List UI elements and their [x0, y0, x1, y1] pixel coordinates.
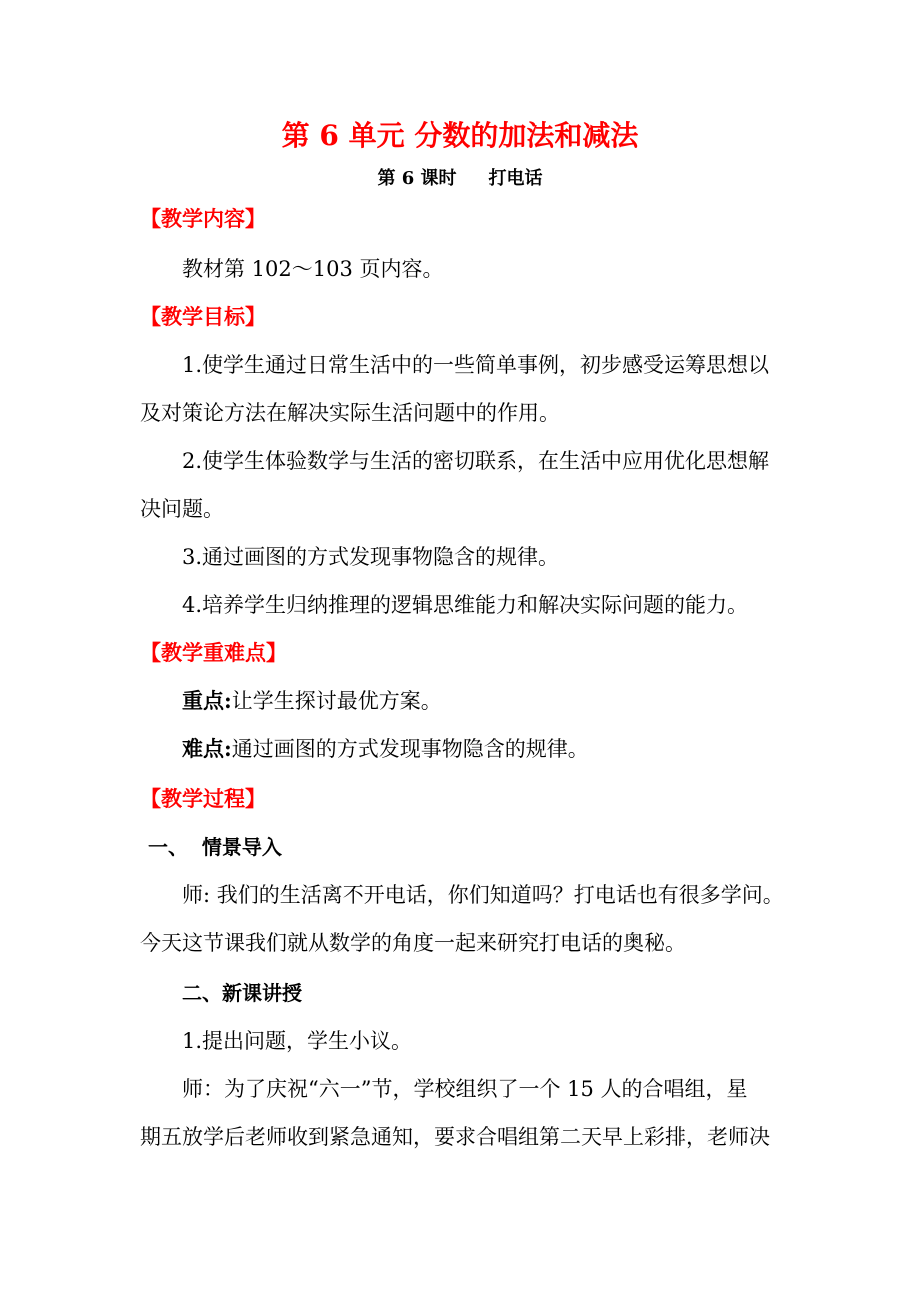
goal-1-line-1: 1.使学生通过日常生活中的一些简单事例，初步感受运筹思想以 [182, 353, 770, 377]
content-heading: 【教学内容】 [140, 206, 266, 231]
lesson-topic: 打电话 [488, 168, 543, 189]
goal-3: 3.通过画图的方式发现事物隐含的规律。 [182, 545, 560, 569]
section-2-line-1: 师：为了庆祝“六一”节，学校组织了一个 15 人的合唱组，星 [182, 1077, 748, 1101]
section-1-line-1: 师: 我们的生活离不开电话，你们知道吗？打电话也有很多学问。 [182, 883, 784, 907]
lesson-subtitle [0, 166, 920, 192]
key-point-text: 让学生探讨最优方案。 [231, 689, 442, 713]
key-points-heading: 【教学重难点】 [140, 640, 287, 665]
content-text: 教材第 102～103 页内容。 [182, 257, 444, 281]
key-point-label: 重点: [182, 688, 232, 713]
difficult-point-label: 难点: [182, 736, 232, 761]
section-1-line-2: 今天这节课我们就从数学的角度一起来研究打电话的奥秘。 [140, 931, 686, 955]
goals-heading: 【教学目标】 [140, 304, 266, 329]
goal-2-line-1: 2.使学生体验数学与生活的密切联系，在生活中应用优化思想解 [182, 449, 770, 473]
goal-1-line-2: 及对策论方法在解决实际生活问题中的作用。 [140, 401, 560, 425]
goal-4: 4.培养学生归纳推理的逻辑思维能力和解决实际问题的能力。 [182, 593, 749, 617]
document-title: 第 6 单元 分数的加法和减法 [281, 119, 639, 152]
difficult-point-row [182, 734, 589, 764]
section-2-heading: 二、新课讲授 [182, 981, 302, 1005]
process-heading: 【教学过程】 [140, 786, 266, 811]
lesson-number: 第 6 课时 [377, 168, 457, 189]
section-1-heading: 一、 情景导入 [148, 835, 282, 859]
goal-2-line-2: 决问题。 [140, 497, 224, 521]
section-2-item-1: 1.提出问题，学生小议。 [182, 1029, 413, 1053]
section-2-line-2: 期五放学后老师收到紧急通知，要求合唱组第二天早上彩排，老师决 [140, 1125, 770, 1149]
key-point-row [182, 686, 442, 716]
difficult-point-text: 通过画图的方式发现事物隐含的规律。 [231, 737, 589, 761]
